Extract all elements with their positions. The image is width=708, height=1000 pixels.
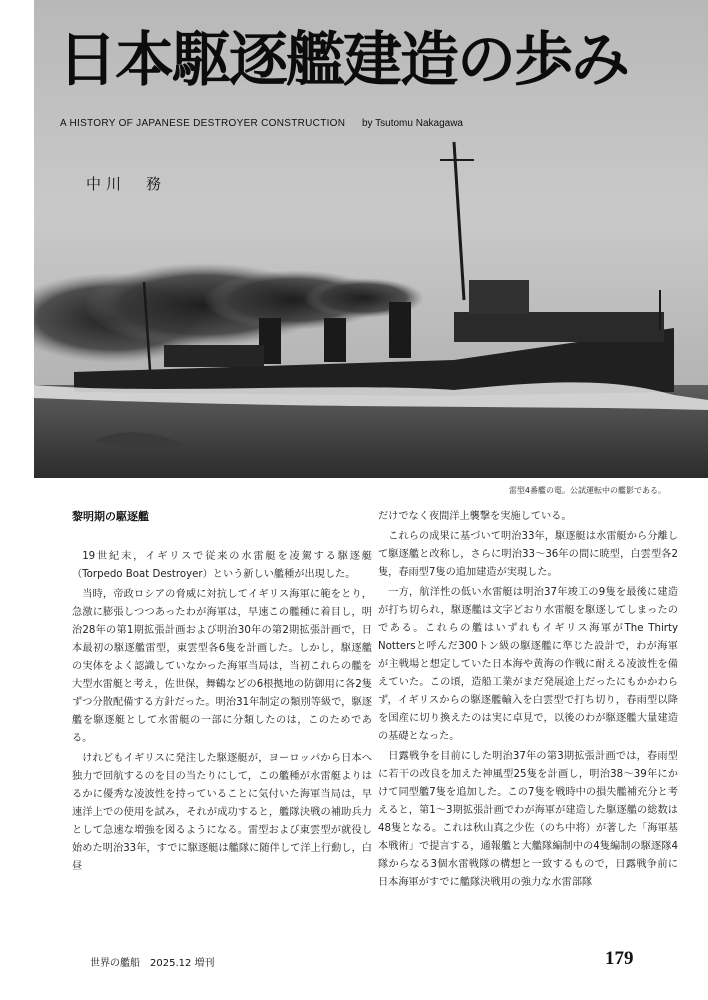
paragraph: 日露戦争を目前にした明治37年の第3期拡張計画では，春雨型に若干の改良を加えた神風型25隻を計画し，明治38～39年にかけて同型艦7隻を追加した。この7隻を戦時中の損失艦補充分と考えると，第1～3期拡張計画でわが海軍が建造した駆逐艦の総数は48隻となる。これは秋山真之少佐（のち中将）が著した「海軍基本戦術」で提言する，通報艦と大艦隊編制中の4隻編制の駆逐隊4隊からなる3個水雷戦隊の構想と一致するもので，日露戦争前に日本海軍がすでに艦隊決戦用の強力な水雷部隊 — [378, 751, 678, 888]
author-name: 中川 務 — [86, 175, 167, 193]
paragraph: これらの成果に基づいて明治33年，駆逐艇は水雷艇から分離して駆逐艦と改称し，さらに明治33～36年の間に暁型，白雲型各2隻，春雨型7隻の追加建造が実現した。 — [378, 531, 678, 578]
left-column — [72, 508, 372, 878]
english-byline: by Tsutomu Nakagawa — [362, 118, 463, 129]
photo-caption: 雷型4番艦の電。公試運転中の艦影である。 — [508, 486, 666, 495]
page-number: 179 — [605, 948, 634, 969]
article-title: 日本駆逐艦建造の歩み — [58, 25, 629, 94]
publication-footer: 世界の艦船 2025.12 増刊 — [90, 958, 215, 969]
paragraph: けれどもイギリスに発注した駆逐艇が，ヨーロッパから日本へ独力で回航するのを目の当たりにして，この艦種が水雷艇よりはるかに優秀な凌波性を持っていることに気付いた海軍当局は，早速洋上での使用を試み，それが成功すると，艦隊決戦の補助兵力として急速な増強を図るようになる。雷型および東雲型が就役し始めた明治33年，すでに駆逐艇は艦隊に随伴して洋上行動し，白昼 — [72, 753, 372, 872]
section-heading: 黎明期の駆逐艦 — [72, 510, 149, 523]
paragraph: 19世紀末，イギリスで従来の水雷艇を凌駕する駆逐艇（Torpedo Boat Destroyer）という新しい艦種が出現した。 — [72, 551, 372, 580]
paragraph: 一方，航洋性の低い水雷艇は明治37年竣工の9隻を最後に建造が打ち切られ，駆逐艦は文字どおり水雷艇を駆逐してしまったのである。これらの艦はいずれもイギリス海軍がThe Thirty Nottersと呼んだ300トン級の駆逐艦に準じた設計で，わが海軍が主戦場と想定していた日本海や黄海の作戦に耐える凌波性を備えていた。この頃，造船工業がまだ発展途上だったにもかかわらず，イギリスからの駆逐艦輸入を白雲型で打ち切り，春雨型以降を国産に切り換えたのは実に卓見で，以後のわが駆逐艦大量建造の基礎となった。 — [378, 587, 678, 742]
right-column — [378, 508, 678, 894]
english-title: A HISTORY OF JAPANESE DESTROYER CONSTRUCTION — [60, 118, 346, 129]
paragraph: だけでなく夜間洋上襲撃を実施している。 — [378, 511, 572, 522]
paragraph: 当時，帝政ロシアの脅威に対抗してイギリス海軍に範をとり，急激に膨張しつつあったわが海軍は，早速この艦種に着目し，明治28年の第1期拡張計画および明治30年の第2期拡張計画で，日本最初の駆逐艦雷型，東雲型各6隻を計画した。しかし，駆逐艦の実体をよく認識していなかった海軍当局は，当初これらの艦を大型水雷艇と考え，佐世保，舞鶴などの6根拠地の防御用に各2隻ずつ分散配備する方針だった。明治31年制定の類別等級で，駆逐艦を駆逐艇として水雷艇の一部に分類したのは，このためである。 — [72, 589, 372, 744]
